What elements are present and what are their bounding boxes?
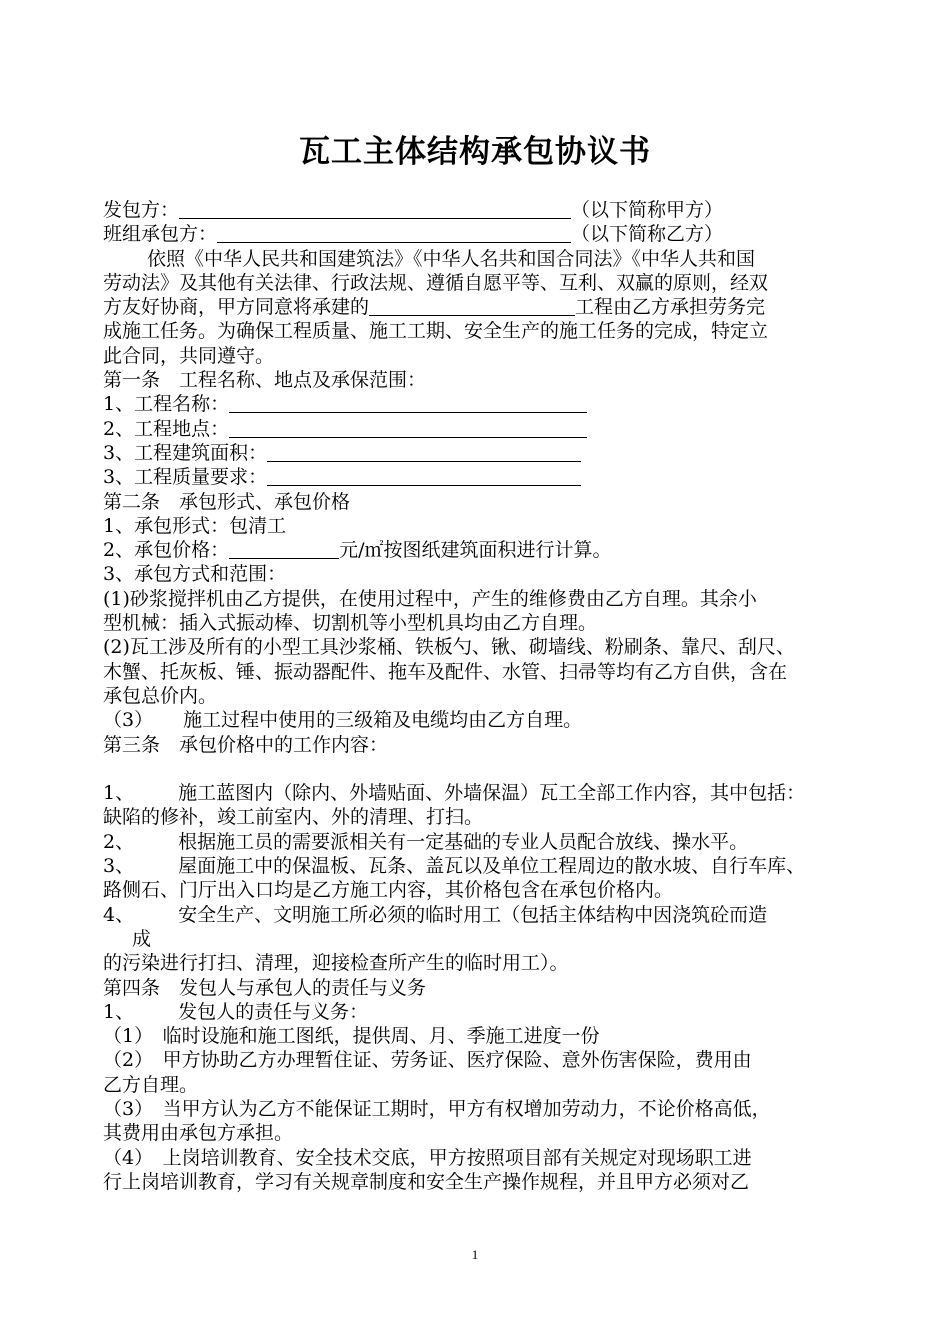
article-2-item-2 <box>103 538 873 562</box>
article-3-item-4 <box>103 903 873 927</box>
intro-line-4: 成施工任务。为确保工程质量、施工工期、安全生产的施工任务的完成，特定立 <box>103 320 769 343</box>
article-1-item-1 <box>103 392 873 416</box>
article-3-item-2 <box>103 830 873 854</box>
project-title-blank <box>229 394 587 413</box>
item-text: 发包人的责任与义务： <box>178 1000 369 1023</box>
employer-blank <box>179 200 571 219</box>
article-4-heading: 第四条 发包人与承包人的责任与义务 <box>103 976 427 999</box>
item-text: 元/㎡按图纸建筑面积进行计算。 <box>339 539 612 562</box>
article-2-para-1-line-2: 型机械：插入式振动棒、切割机等小型机具均由乙方自理。 <box>103 612 598 635</box>
article-2-para-3 <box>103 708 873 732</box>
unit-price-blank <box>229 540 339 559</box>
article-2-para-2-line-2: 木蟹、托灰板、锤、振动器配件、拖车及配件、水管、扫帚等均有乙方自供，含在 <box>103 660 788 683</box>
article-3-heading: 第三条 承包价格中的工作内容： <box>103 733 389 756</box>
article-1-item-3 <box>103 441 873 465</box>
intro-line-3-start: 方友好协商，甲方同意将承建的 <box>103 296 370 319</box>
article-3-item-1 <box>103 781 873 805</box>
intro-line-3-end: 工程由乙方承担劳务完 <box>575 296 766 319</box>
blank-line <box>103 757 873 781</box>
intro-line-3 <box>103 295 873 319</box>
employer-note: （以下简称甲方） <box>571 199 724 221</box>
contractor-line <box>103 222 873 246</box>
article-4-sub-3: （3） 当甲方认为乙方不能保证工期时，甲方有权增加劳动力，不论价格高低， <box>103 1097 771 1120</box>
document-body <box>103 198 873 1194</box>
article-3-item-3-cont: 路侧石、门厅出入口均是乙方施工内容，其价格包含在承包价格内。 <box>103 879 674 902</box>
item-label: 3、工程建筑面积： <box>103 441 268 464</box>
intro-line-5: 此合同，共同遵守。 <box>103 344 275 367</box>
item-number: 2、 <box>103 830 135 853</box>
article-2-heading: 第二条 承包形式、承包价格 <box>103 490 351 513</box>
article-2-item-3: 3、承包方式和范围： <box>103 563 287 586</box>
item-number: 1、 <box>103 782 135 805</box>
contractor-label: 班组承包方： <box>103 223 218 246</box>
article-3-item-4-cont: 的污染进行打扫、清理，迎接检查所产生的临时用工）。 <box>103 952 569 975</box>
intro-line-2: 劳动法》及其他有关法律、行政法规、遵循自愿平等、互利、双赢的原则，经双 <box>103 271 769 294</box>
item-text: 根据施工员的需要派相关有一定基础的专业人员配合放线、操水平。 <box>178 830 749 853</box>
article-4-sub-1: （1） 临时设施和施工图纸，提供周、月、季施工进度一份 <box>103 1025 600 1048</box>
article-3-item-4-wrap: 成 <box>132 927 152 950</box>
item-label: 1、工程名称： <box>103 393 230 416</box>
item-number: （3） <box>103 709 154 732</box>
item-text: 安全生产、文明施工所必须的临时用工（包括主体结构中因浇筑砼而造 <box>178 903 768 926</box>
article-4-item-1 <box>103 1000 873 1024</box>
item-number: 3、 <box>103 855 135 878</box>
page-number: 1 <box>471 1247 479 1262</box>
contractor-blank <box>217 224 571 243</box>
item-number: 1、 <box>103 1000 135 1023</box>
article-2-item-1: 1、承包形式：包清工 <box>103 514 287 537</box>
employer-line <box>103 198 873 222</box>
floor-area-blank <box>267 443 581 462</box>
article-2-para-2-line-3: 承包总价内。 <box>103 684 218 707</box>
item-label: 3、工程质量要求： <box>103 466 268 489</box>
article-4-sub-2: （2） 甲方协助乙方办理暂住证、劳务证、医疗保险、意外伤害保险，费用由 <box>103 1049 752 1072</box>
employer-label: 发包方： <box>103 199 180 221</box>
article-1-item-2 <box>103 417 873 441</box>
article-1-heading: 第一条 工程名称、地点及承保范围： <box>103 369 427 392</box>
item-label: 2、工程地点： <box>103 417 230 440</box>
article-4-sub-3-cont: 其费用由承包方承担。 <box>103 1122 294 1145</box>
project-name-blank <box>369 297 575 316</box>
article-4-sub-4-cont: 行上岗培训教育，学习有关规章制度和安全生产操作规程，并且甲方必须对乙 <box>103 1170 750 1193</box>
article-2-para-1-line-1: (1)砂浆搅拌机由乙方提供，在使用过程中，产生的维修费由乙方自理。其余小 <box>103 587 757 610</box>
item-label: 2、承包价格： <box>103 539 230 562</box>
article-3-item-3 <box>103 854 873 878</box>
article-2-para-2-line-1: (2)瓦工涉及所有的小型工具沙浆桶、铁板勺、锹、砌墙线、粉刷条、靠尺、刮尺、 <box>103 636 795 659</box>
item-text: 屋面施工中的保温板、瓦条、盖瓦以及单位工程周边的散水坡、自行车库、 <box>178 855 806 878</box>
project-location-blank <box>229 419 587 438</box>
contractor-note: （以下简称乙方） <box>571 223 724 246</box>
article-4-sub-2-cont: 乙方自理。 <box>103 1073 199 1096</box>
item-text: 施工过程中使用的三级箱及电缆均由乙方自理。 <box>183 709 583 732</box>
item-number: 4、 <box>103 903 135 926</box>
article-1-item-4 <box>103 465 873 489</box>
intro-line-1: 依照《中华人民共和国建筑法》《中华人名共和国合同法》《中华人共和国 <box>147 247 756 270</box>
item-text: 施工蓝图内（除内、外墙贴面、外墙保温）瓦工全部工作内容，其中包括： <box>178 782 806 805</box>
article-4-sub-4: （4） 上岗培训教育、安全技术交底，甲方按照项目部有关规定对现场职工进 <box>103 1146 752 1169</box>
quality-blank <box>267 467 581 486</box>
document-title: 瓦工主体结构承包协议书 <box>299 134 651 170</box>
article-3-item-1-cont: 缺陷的修补，竣工前室内、外的清理、打扫。 <box>103 806 484 829</box>
